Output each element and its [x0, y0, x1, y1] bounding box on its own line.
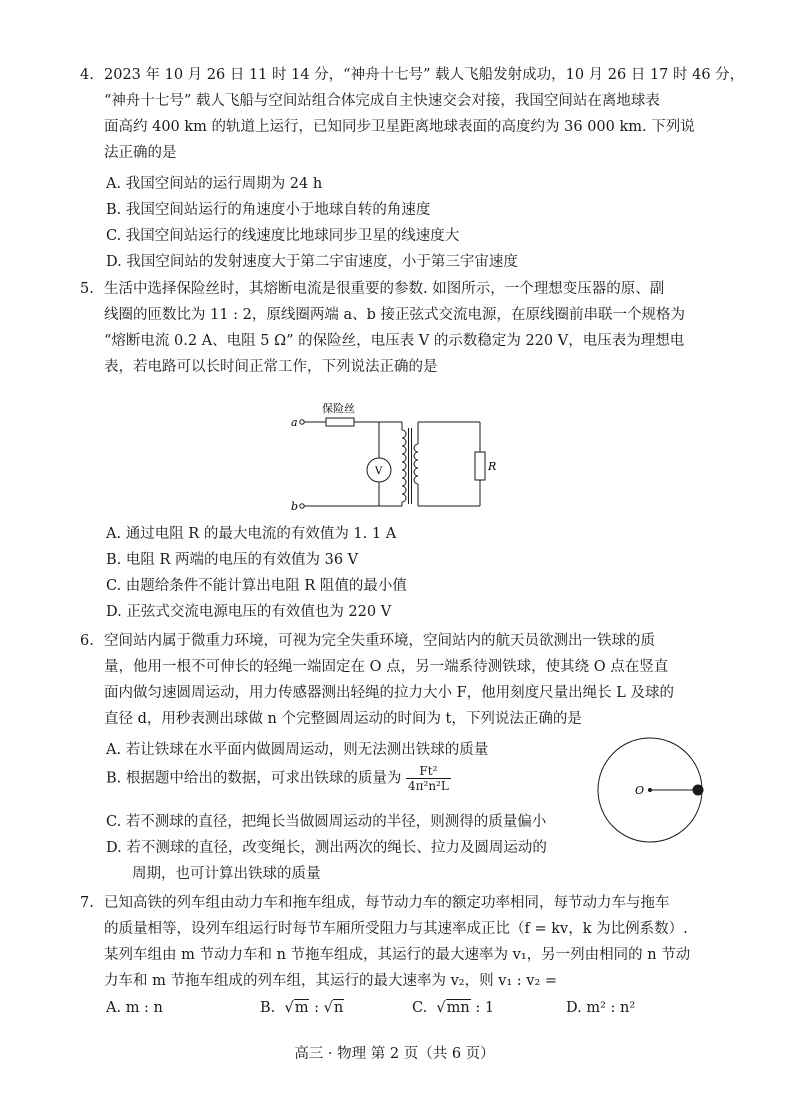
fuse-label: 保险丝 [322, 402, 355, 415]
option-b: B. √m : √n [260, 1000, 344, 1016]
question-text-line: 面高约 400 km 的轨道上运行，已知同步卫星距离地球表面的高度约为 36 000 km. 下列说 [104, 119, 695, 135]
option-b: B. 我国空间站运行的角速度小于地球自转的角速度 [106, 202, 431, 218]
label-b: b [291, 500, 299, 513]
option-a: A. 我国空间站的运行周期为 24 h [106, 176, 323, 192]
question-text-line: 2023 年 10 月 26 日 11 时 14 分，“神舟十七号” 载人飞船发射成功，10 月 26 日 17 时 46 分， [104, 67, 745, 83]
page-footer: 高三 · 物理 第 2 页（共 6 页） [294, 1046, 495, 1062]
question-text-line: 空间站内属于微重力环境，可视为完全失重环境，空间站内的航天员欲测出一铁球的质 [104, 633, 655, 649]
center-label: O [635, 784, 645, 797]
option-d: D. 若不测球的直径，改变绳长，测出两次的绳长、拉力及圆周运动的 [106, 840, 547, 856]
fuse [326, 418, 354, 426]
option-d: D. m² : n² [566, 1000, 636, 1016]
question-text-line: 线圈的匝数比为 11 : 2，原线圈两端 a、b 接正弦式交流电源，在原线圈前串联一个规格为 [104, 307, 686, 323]
transformer-circuit-diagram [284, 392, 504, 524]
question-text-line: “神舟十七号” 载人飞船与空间站组合体完成自主快速交会对接，我国空间站在离地球表 [104, 93, 660, 109]
option-d: D. 正弦式交流电源电压的有效值也为 220 V [106, 604, 392, 620]
question-text-line: 量，他用一根不可伸长的轻绳一端固定在 O 点，另一端系待测铁球，使其绕 O 点在竖直 [104, 659, 669, 675]
question-number: 5. [80, 281, 94, 297]
question-number: 7. [80, 895, 94, 911]
question-text-line: 的质量相等，设列车组运行时每节车厢所受阻力与其速率成正比（f = kv，k 为比例系数）. [104, 921, 688, 937]
option-b: B. 电阻 R 两端的电压的有效值为 36 V [106, 552, 359, 568]
option-a: A. m : n [106, 1000, 163, 1016]
resistor-label: R [488, 460, 497, 473]
question-text-line: 力车和 m 节拖车组成的列车组，其运行的最大速率为 v₂，则 v₁ : v₂ = [104, 973, 558, 989]
question-text-line: 某列车组由 m 节动力车和 n 节拖车组成，其运行的最大速率为 v₁，另一列由相同的 n 节动 [104, 947, 691, 963]
question-text-line: 面内做匀速圆周运动，用力传感器测出轻绳的拉力大小 F，他用刻度尺量出绳长 L 及球的 [104, 685, 675, 701]
label-a: a [291, 416, 298, 429]
option-c: C. √mn : 1 [412, 1000, 495, 1016]
secondary-coil [414, 444, 418, 484]
option-c: C. 由题给条件不能计算出电阻 R 阻值的最小值 [106, 578, 407, 594]
resistor-r [475, 452, 485, 480]
voltmeter-label: V [375, 466, 383, 477]
circular-motion-diagram [590, 728, 714, 852]
option-c: C. 我国空间站运行的线速度比地球同步卫星的线速度大 [106, 228, 460, 244]
question-4 [80, 62, 745, 166]
iron-ball [693, 785, 704, 796]
terminal-b [300, 504, 304, 508]
option-c: C. 若不测球的直径，把绳长当做圆周运动的半径，则测得的质量偏小 [106, 814, 547, 830]
question-text-line: 表，若电路可以长时间正常工作，下列说法正确的是 [104, 359, 438, 375]
question-number: 6. [80, 633, 94, 649]
option-b: B. 根据题中给出的数据，可求出铁球的质量为 $\frac{\text{Ft²}}{\text{4π²n²L}}$ [106, 764, 449, 793]
mass-formula: $\frac{\text{Ft²}}{\text{4π²n²L}}$ [407, 764, 449, 793]
option-a: A. 通过电阻 R 的最大电流的有效值为 1. 1 A [106, 526, 397, 542]
question-5 [80, 276, 720, 380]
question-text-line: 法正确的是 [104, 145, 177, 161]
option-a: A. 若让铁球在水平面内做圆周运动，则无法测出铁球的质量 [106, 742, 489, 758]
option-d-continued: 周期，也可计算出铁球的质量 [132, 866, 321, 882]
option-d: D. 我国空间站的发射速度大于第二宇宙速度，小于第三宇宙速度 [106, 254, 518, 270]
question-text-line: 生活中选择保险丝时，其熔断电流是很重要的参数. 如图所示，一个理想变压器的原、副 [104, 281, 665, 297]
terminal-a [300, 420, 304, 424]
question-text-line: 已知高铁的列车组由动力车和拖车组成，每节动力车的额定功率相同，每节动力车与拖车 [104, 895, 670, 911]
question-6 [80, 628, 720, 732]
question-number: 4. [80, 67, 94, 83]
question-7 [80, 890, 720, 994]
question-text-line: “熔断电流 0.2 A、电阻 5 Ω” 的保险丝，电压表 V 的示数稳定为 220 V，电压表为理想电 [104, 333, 685, 349]
primary-coil [402, 430, 406, 502]
question-text-line: 直径 d，用秒表测出球做 n 个完整圆周运动的时间为 t，下列说法正确的是 [104, 711, 582, 727]
